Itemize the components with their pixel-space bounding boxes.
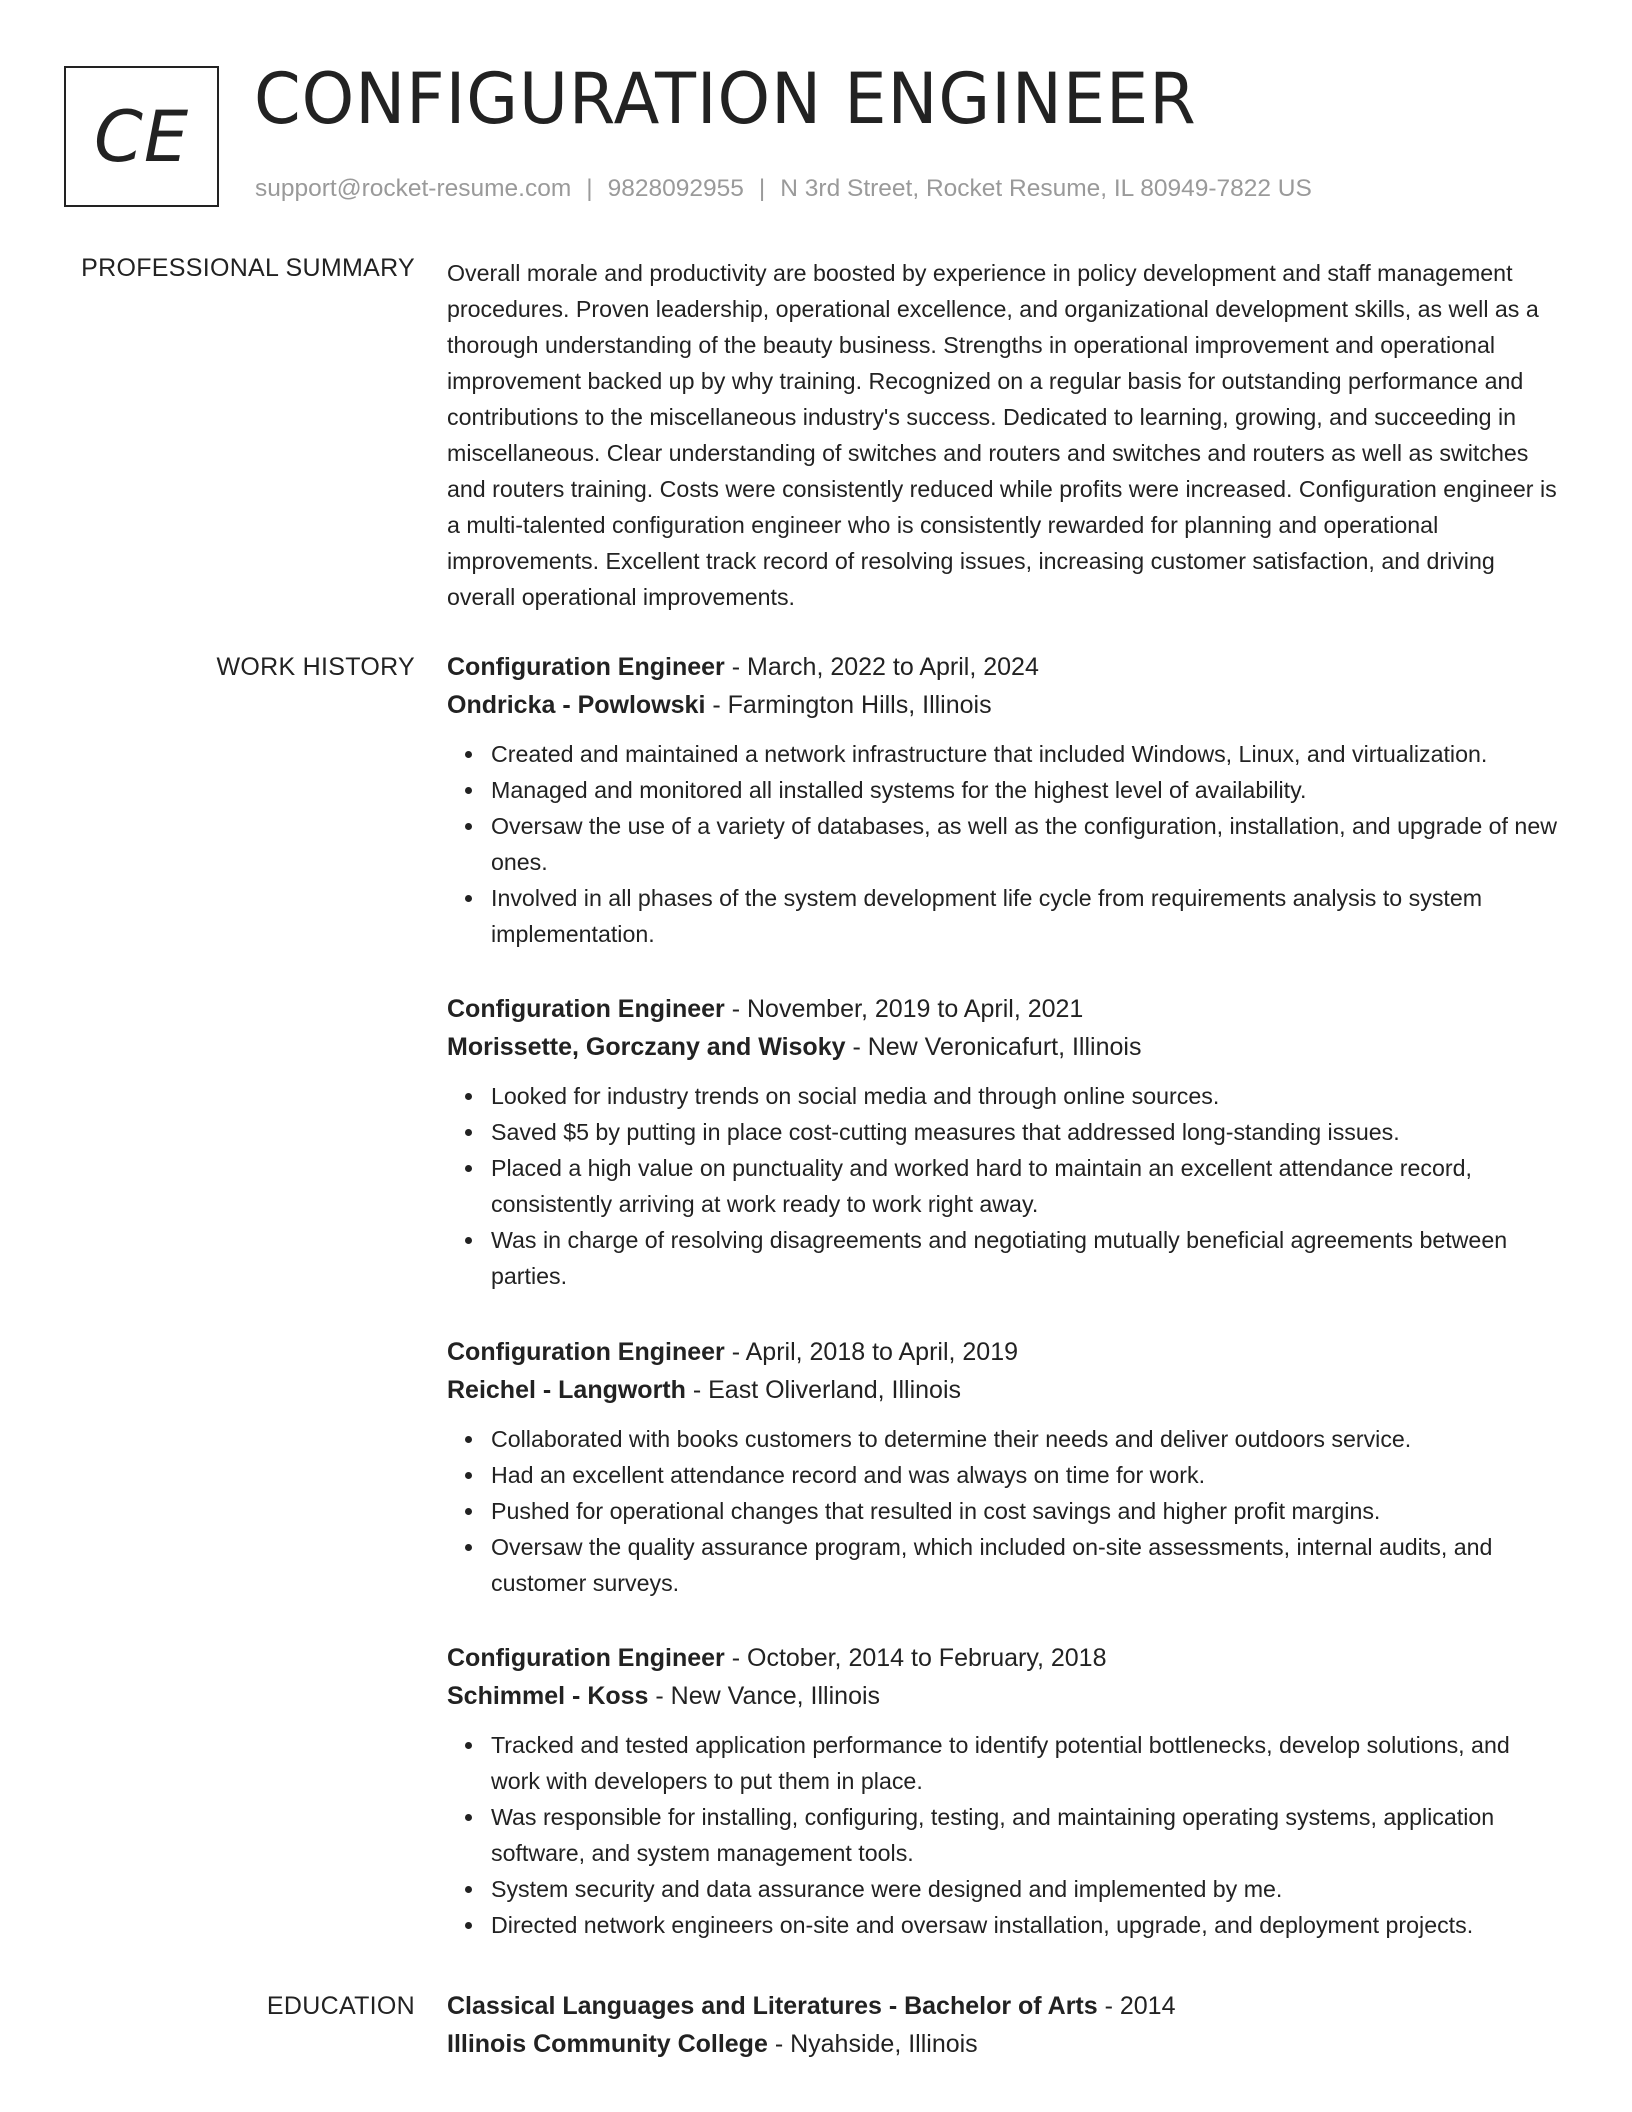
job-entry xyxy=(447,1639,1562,1943)
job-location: - New Vance, Illinois xyxy=(648,1682,881,1710)
job-company-line xyxy=(447,1371,1562,1409)
job-title-line xyxy=(447,990,1562,1028)
contact-separator: | xyxy=(586,175,593,202)
job-title-line xyxy=(447,648,1562,686)
job-bullets xyxy=(447,1421,1562,1601)
summary-content xyxy=(447,255,1562,615)
job-bullet: Was responsible for installing, configuring, testing, and maintaining operating systems, application software, and system management tools. xyxy=(491,1799,1562,1871)
job-bullet: Created and maintained a network infrastructure that included Windows, Linux, and virtualization. xyxy=(491,736,1562,772)
work-history-label: WORK HISTORY xyxy=(216,653,415,681)
job-dates: - November, 2019 to April, 2021 xyxy=(724,995,1084,1023)
job-bullet: Involved in all phases of the system development life cycle from requirements analysis to system implementation. xyxy=(491,880,1562,952)
job-bullet: Was in charge of resolving disagreements and negotiating mutually beneficial agreements between parties. xyxy=(491,1222,1562,1294)
job-bullet: Had an excellent attendance record and was always on time for work. xyxy=(491,1457,1562,1493)
job-title: Configuration Engineer xyxy=(447,995,725,1023)
summary-label: PROFESSIONAL SUMMARY xyxy=(81,254,415,282)
job-dates: - April, 2018 to April, 2019 xyxy=(724,1338,1019,1366)
job-entry xyxy=(447,990,1562,1294)
monogram-box xyxy=(64,66,219,207)
contact-line xyxy=(255,175,1312,203)
job-dates: - March, 2022 to April, 2024 xyxy=(724,653,1039,681)
job-company-line xyxy=(447,686,1562,724)
job-bullet: Oversaw the use of a variety of databases, as well as the configuration, installation, and upgrade of new ones. xyxy=(491,808,1562,880)
summary-text: Overall morale and productivity are boosted by experience in policy development and staff management procedures. Proven leadership, operational excellence, and organizational development skills, as well as a thorough understanding of the beauty business. Strengths in operational improvement and operational improvement backed up by why training. Recognized on a regular basis for outstanding performance and contributions to the miscellaneous industry's success. Dedicated to learning, growing, and succeeding in miscellaneous. Clear understanding of switches and routers and switches and routers as well as switches and routers training. Costs were consistently reduced while profits were increased. Configuration engineer is a multi-talented configuration engineer who is consistently rewarded for planning and operational improvements. Excellent track record of resolving issues, increasing customer satisfaction, and driving overall operational improvements. xyxy=(447,260,1557,610)
job-company-line xyxy=(447,1028,1562,1066)
contact-email[interactable]: support@rocket-resume.com xyxy=(255,175,572,202)
education-degree-line xyxy=(447,1987,1562,2025)
contact-phone[interactable]: 9828092955 xyxy=(607,175,744,202)
education-year: - 2014 xyxy=(1097,1992,1176,2020)
job-location: - East Oliverland, Illinois xyxy=(685,1376,962,1404)
job-company: Morissette, Gorczany and Wisoky xyxy=(447,1033,846,1061)
job-location: - Farmington Hills, Illinois xyxy=(705,691,992,719)
job-company: Ondricka - Powlowski xyxy=(447,691,706,719)
monogram-initials: CE xyxy=(93,95,190,178)
education-degree: Classical Languages and Literatures - Bachelor of Arts xyxy=(447,1992,1098,2020)
job-bullet: Saved $5 by putting in place cost-cutting measures that addressed long-standing issues. xyxy=(491,1114,1562,1150)
job-bullet: Collaborated with books customers to determine their needs and deliver outdoors service. xyxy=(491,1421,1562,1457)
job-bullet: Oversaw the quality assurance program, which included on-site assessments, internal audits, and customer surveys. xyxy=(491,1529,1562,1601)
education-label: EDUCATION xyxy=(266,1992,415,2020)
job-title-line xyxy=(447,1639,1562,1677)
contact-separator: | xyxy=(758,175,766,202)
contact-address: N 3rd Street, Rocket Resume, IL 80949-7822 US xyxy=(780,175,1312,202)
job-bullet: Managed and monitored all installed systems for the highest level of availability. xyxy=(491,772,1562,808)
job-company: Reichel - Langworth xyxy=(447,1376,686,1404)
job-entry xyxy=(447,648,1562,952)
job-bullet: Pushed for operational changes that resulted in cost savings and higher profit margins. xyxy=(491,1493,1562,1529)
education-location: - Nyahside, Illinois xyxy=(767,2030,978,2058)
job-bullets xyxy=(447,1078,1562,1294)
job-bullet: Looked for industry trends on social media and through online sources. xyxy=(491,1078,1562,1114)
job-title-line xyxy=(447,1333,1562,1371)
job-location: - New Veronicafurt, Illinois xyxy=(845,1033,1142,1061)
resume-title: CONFIGURATION ENGINEER xyxy=(254,58,1197,140)
job-bullet: Directed network engineers on-site and oversaw installation, upgrade, and deployment projects. xyxy=(491,1907,1562,1943)
education-content xyxy=(447,1987,1562,2063)
job-bullet: System security and data assurance were designed and implemented by me. xyxy=(491,1871,1562,1907)
job-bullets xyxy=(447,1727,1562,1943)
job-company: Schimmel - Koss xyxy=(447,1682,649,1710)
education-school-line xyxy=(447,2025,1562,2063)
job-dates: - October, 2014 to February, 2018 xyxy=(724,1644,1107,1672)
job-company-line xyxy=(447,1677,1562,1715)
job-title: Configuration Engineer xyxy=(447,1338,725,1366)
job-bullet: Tracked and tested application performance to identify potential bottlenecks, develop solutions, and work with developers to put them in place. xyxy=(491,1727,1562,1799)
job-title: Configuration Engineer xyxy=(447,1644,725,1672)
job-bullet: Placed a high value on punctuality and worked hard to maintain an excellent attendance record, consistently arriving at work ready to work right away. xyxy=(491,1150,1562,1222)
job-bullets xyxy=(447,736,1562,952)
education-school: Illinois Community College xyxy=(447,2030,768,2058)
job-title: Configuration Engineer xyxy=(447,653,725,681)
job-entry xyxy=(447,1333,1562,1601)
